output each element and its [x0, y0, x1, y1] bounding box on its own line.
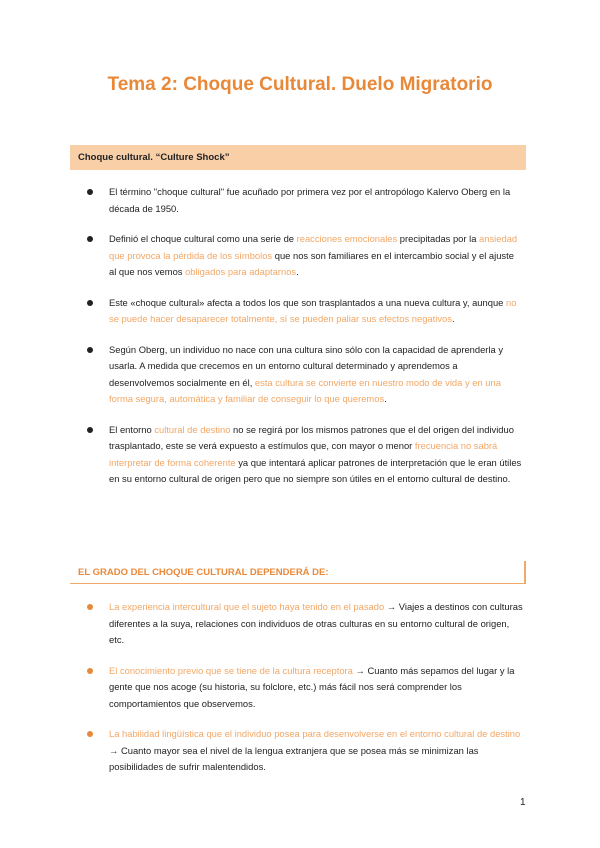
highlight-text: frecuencia no sabrá interpretar de forma coherente: [109, 440, 498, 468]
page-title: Tema 2: Choque Cultural. Duelo Migratorio: [107, 74, 493, 95]
highlight-text: ansiedad que provoca la pérdida de los símbolos: [109, 233, 518, 261]
bullet-text: → Viajes a destinos con culturas diferentes a la suya, relaciones con individuos de otras culturas en su entorno cultural de origen, etc.: [109, 601, 523, 645]
section-heading-culture-shock: Choque cultural. “Culture Shock”: [70, 145, 526, 170]
bullet-text: → Cuanto mayor sea el nivel de la lengua extranjera que se posea más se minimizan las posibilidades de sufrir malentendidos.: [109, 744, 479, 772]
bullet-icon: [87, 604, 93, 610]
bullet-icon: [87, 347, 93, 353]
culture-shock-list: [83, 184, 523, 502]
list-item: [83, 422, 523, 488]
list-item: [83, 599, 523, 649]
list-item: [83, 295, 523, 328]
bullet-text: El término "choque cultural" fue acuñado por primera vez por el antropólogo Kalervo Oberg en la década de 1950.: [109, 186, 511, 214]
list-item: [83, 726, 523, 776]
highlight-text: obligados para adaptarnos: [185, 266, 297, 277]
highlight-text: no se puede hacer desaparecer totalmente, sí se pueden paliar sus efectos negativos: [109, 296, 517, 324]
highlight-text: La experiencia intercultural que el sujeto haya tenido en el pasado: [109, 601, 385, 612]
bullet-text: .: [384, 393, 387, 404]
degree-factors-list: [83, 599, 523, 790]
bullet-text: Definió el choque cultural como una serie de: [109, 233, 297, 244]
bullet-text: Este «choque cultural» afecta a todos los que son trasplantados a una nueva cultura y, aunque: [109, 296, 506, 308]
bullet-text: → Cuanto más sepamos del lugar y la gente que nos acoge (su historia, su folclore, etc.) más fácil nos será comprender los comportamientos que observemos.: [109, 664, 515, 709]
list-item: [83, 184, 523, 217]
section-heading-degree: EL GRADO DEL CHOQUE CULTURAL DEPENDERÁ DE:: [70, 561, 526, 584]
bullet-text: precipitadas por la: [397, 233, 480, 244]
bullet-icon: [87, 300, 93, 306]
highlight-text: reacciones emocionales: [296, 233, 398, 244]
bullet-text: El entorno: [109, 423, 155, 435]
highlight-text: La habilidad lingüística que el individuo posea para desenvolverse en el entorno cultural de destino: [109, 728, 521, 739]
bullet-icon: [87, 731, 93, 737]
bullet-text: no se regirá por los mismos patrones que el del origen del individuo trasplantado, este se verá expuesto a estímulos que, con mayor o menor: [109, 423, 514, 451]
bullet-text: .: [296, 266, 299, 277]
bullet-icon: [87, 427, 93, 433]
bullet-icon: [87, 668, 93, 674]
highlight-text: esta cultura se convierte en nuestro modo de vida y en una forma segura, automática y familiar de conseguir lo que queremos: [109, 376, 501, 404]
list-item: [83, 231, 523, 281]
bullet-text: que nos son familiares en el intercambio social y el ajuste al que nos vemos: [109, 249, 514, 277]
bullet-text: .: [451, 313, 455, 324]
highlight-text: El conocimiento previo que se tiene de la cultura receptora: [109, 664, 353, 676]
bullet-text: Según Oberg, un individuo no nace con una cultura sino sólo con la capacidad de aprenderla y usarla. A medida que crecemos en un entorno cultural determinado y aprendemos a desenvolvemos socialmente en él,: [109, 343, 504, 388]
list-item: [83, 663, 523, 713]
bullet-text: ya que intentará aplicar patrones de interpretación que le eran útiles en su entorno cultural de origen pero que no siempre son útiles en el entorno cultural de destino.: [109, 456, 522, 484]
page-number: 1: [520, 797, 526, 808]
highlight-text: cultural de destino: [154, 423, 231, 435]
bullet-icon: [87, 189, 93, 195]
list-item: [83, 342, 523, 408]
bullet-icon: [87, 236, 93, 242]
